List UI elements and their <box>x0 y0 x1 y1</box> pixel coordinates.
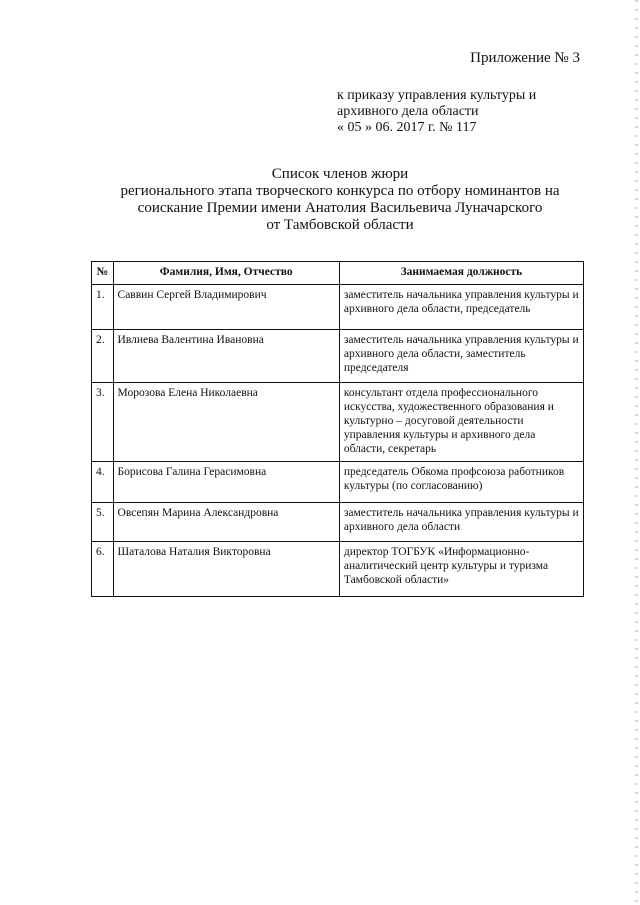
table-row <box>92 285 584 330</box>
document-title <box>90 166 590 234</box>
scan-edge-artifact <box>635 0 638 905</box>
member-position: председатель Обкома профсоюза работников культуры (по согласованию) <box>339 462 583 503</box>
member-position: директор ТОГБУК «Информационно-аналитический центр культуры и туризма Тамбовской области» <box>339 542 583 597</box>
header-full-name: Фамилия, Имя, Отчество <box>113 262 339 285</box>
order-reference <box>337 88 597 136</box>
appendix-number: Приложение № 3 <box>470 50 580 66</box>
table-row <box>92 383 584 462</box>
order-line-3: « 05 » 06. 2017 г. № 117 <box>337 120 477 135</box>
row-number: 6. <box>92 542 114 597</box>
member-position: консультант отдела профессионального искусства, художественного образования и культурно – досуговой деятельности управления культуры и архивного дела области, секретарь <box>339 383 583 462</box>
table-row <box>92 503 584 542</box>
table-row <box>92 330 584 383</box>
row-number: 3. <box>92 383 114 462</box>
title-line-1: Список членов жюри <box>271 166 409 182</box>
row-number: 4. <box>92 462 114 503</box>
order-line-2: архивного дела области <box>337 104 479 119</box>
member-name: Саввин Сергей Владимирович <box>113 285 339 330</box>
member-position: заместитель начальника управления культуры и архивного дела области <box>339 503 583 542</box>
jury-members-table <box>91 261 584 597</box>
header-position: Занимаемая должность <box>339 262 583 285</box>
title-line-4: от Тамбовской области <box>266 217 414 233</box>
header-number: № <box>92 262 114 285</box>
member-name: Борисова Галина Герасимовна <box>113 462 339 503</box>
member-name: Овсепян Марина Александровна <box>113 503 339 542</box>
table-row <box>92 542 584 597</box>
row-number: 1. <box>92 285 114 330</box>
title-line-3: соискание Премии имени Анатолия Васильевича Луначарского <box>137 200 543 216</box>
member-position: заместитель начальника управления культуры и архивного дела области, председатель <box>339 285 583 330</box>
row-number: 2. <box>92 330 114 383</box>
member-position: заместитель начальника управления культуры и архивного дела области, заместитель председателя <box>339 330 583 383</box>
table-header-row <box>92 262 584 285</box>
order-line-1: к приказу управления культуры и <box>337 88 537 103</box>
member-name: Шаталова Наталия Викторовна <box>113 542 339 597</box>
title-line-2: регионального этапа творческого конкурса по отбору номинантов на <box>120 183 560 199</box>
member-name: Ивлиева Валентина Ивановна <box>113 330 339 383</box>
member-name: Морозова Елена Николаевна <box>113 383 339 462</box>
row-number: 5. <box>92 503 114 542</box>
table-row <box>92 462 584 503</box>
